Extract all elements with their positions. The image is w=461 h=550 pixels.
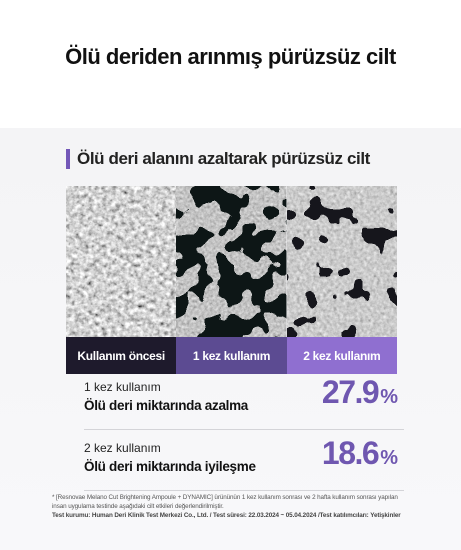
footnote-line: * [Resnovae Melano Cut Brightening Ampoule + DYNAMIC] ürününün 1 kez kullanım sonrası ve 2 hafta kullanım sonrası yapılan — [52, 494, 398, 501]
comparison-images — [66, 186, 397, 374]
stat-caption: 2 kez kullanım — [84, 441, 161, 455]
section-heading-text: Ölü deri alanını azaltarak pürüzsüz cilt — [77, 149, 370, 168]
tile-before — [66, 186, 176, 374]
stat-unit: % — [380, 447, 398, 469]
tile-label-twice: 2 kez kullanım — [287, 337, 397, 374]
skin-image-twice — [287, 186, 397, 337]
section-heading — [66, 148, 370, 170]
footnote — [52, 493, 447, 520]
tile-twice — [287, 186, 397, 374]
stat-unit: % — [380, 386, 398, 408]
stat-description: Ölü deri miktarında azalma — [84, 398, 249, 413]
footnote-line: insan uygulama testinde aşağıdaki cilt etkileri değerlendirilmiştir. — [52, 503, 224, 510]
tile-once — [176, 186, 286, 374]
stat-value — [322, 374, 398, 411]
stat-number: 18.6 — [321, 435, 379, 471]
stat-row-twice — [84, 435, 404, 491]
stat-description: Ölü deri miktarında iyileşme — [84, 459, 256, 474]
stat-row-once — [84, 374, 404, 430]
tile-label-once: 1 kez kullanım — [176, 337, 286, 374]
skin-image-once — [176, 186, 286, 337]
skin-image-before — [66, 186, 176, 337]
stat-value — [322, 435, 398, 472]
stat-number: 27.9 — [321, 374, 379, 410]
tile-label-before: Kullanım öncesi — [66, 337, 176, 374]
stat-caption: 1 kez kullanım — [84, 380, 161, 394]
page-title: Ölü deriden arınmış pürüzsüz cilt — [65, 44, 396, 69]
footnote-test-info: Test kurumu: Human Deri Klinik Test Merkezi Co., Ltd. / Test süresi: 22.03.2024 ~ 05.04.2024 /Test katılımcıları: Yetişkinler — [52, 512, 401, 519]
accent-bar — [66, 149, 70, 169]
